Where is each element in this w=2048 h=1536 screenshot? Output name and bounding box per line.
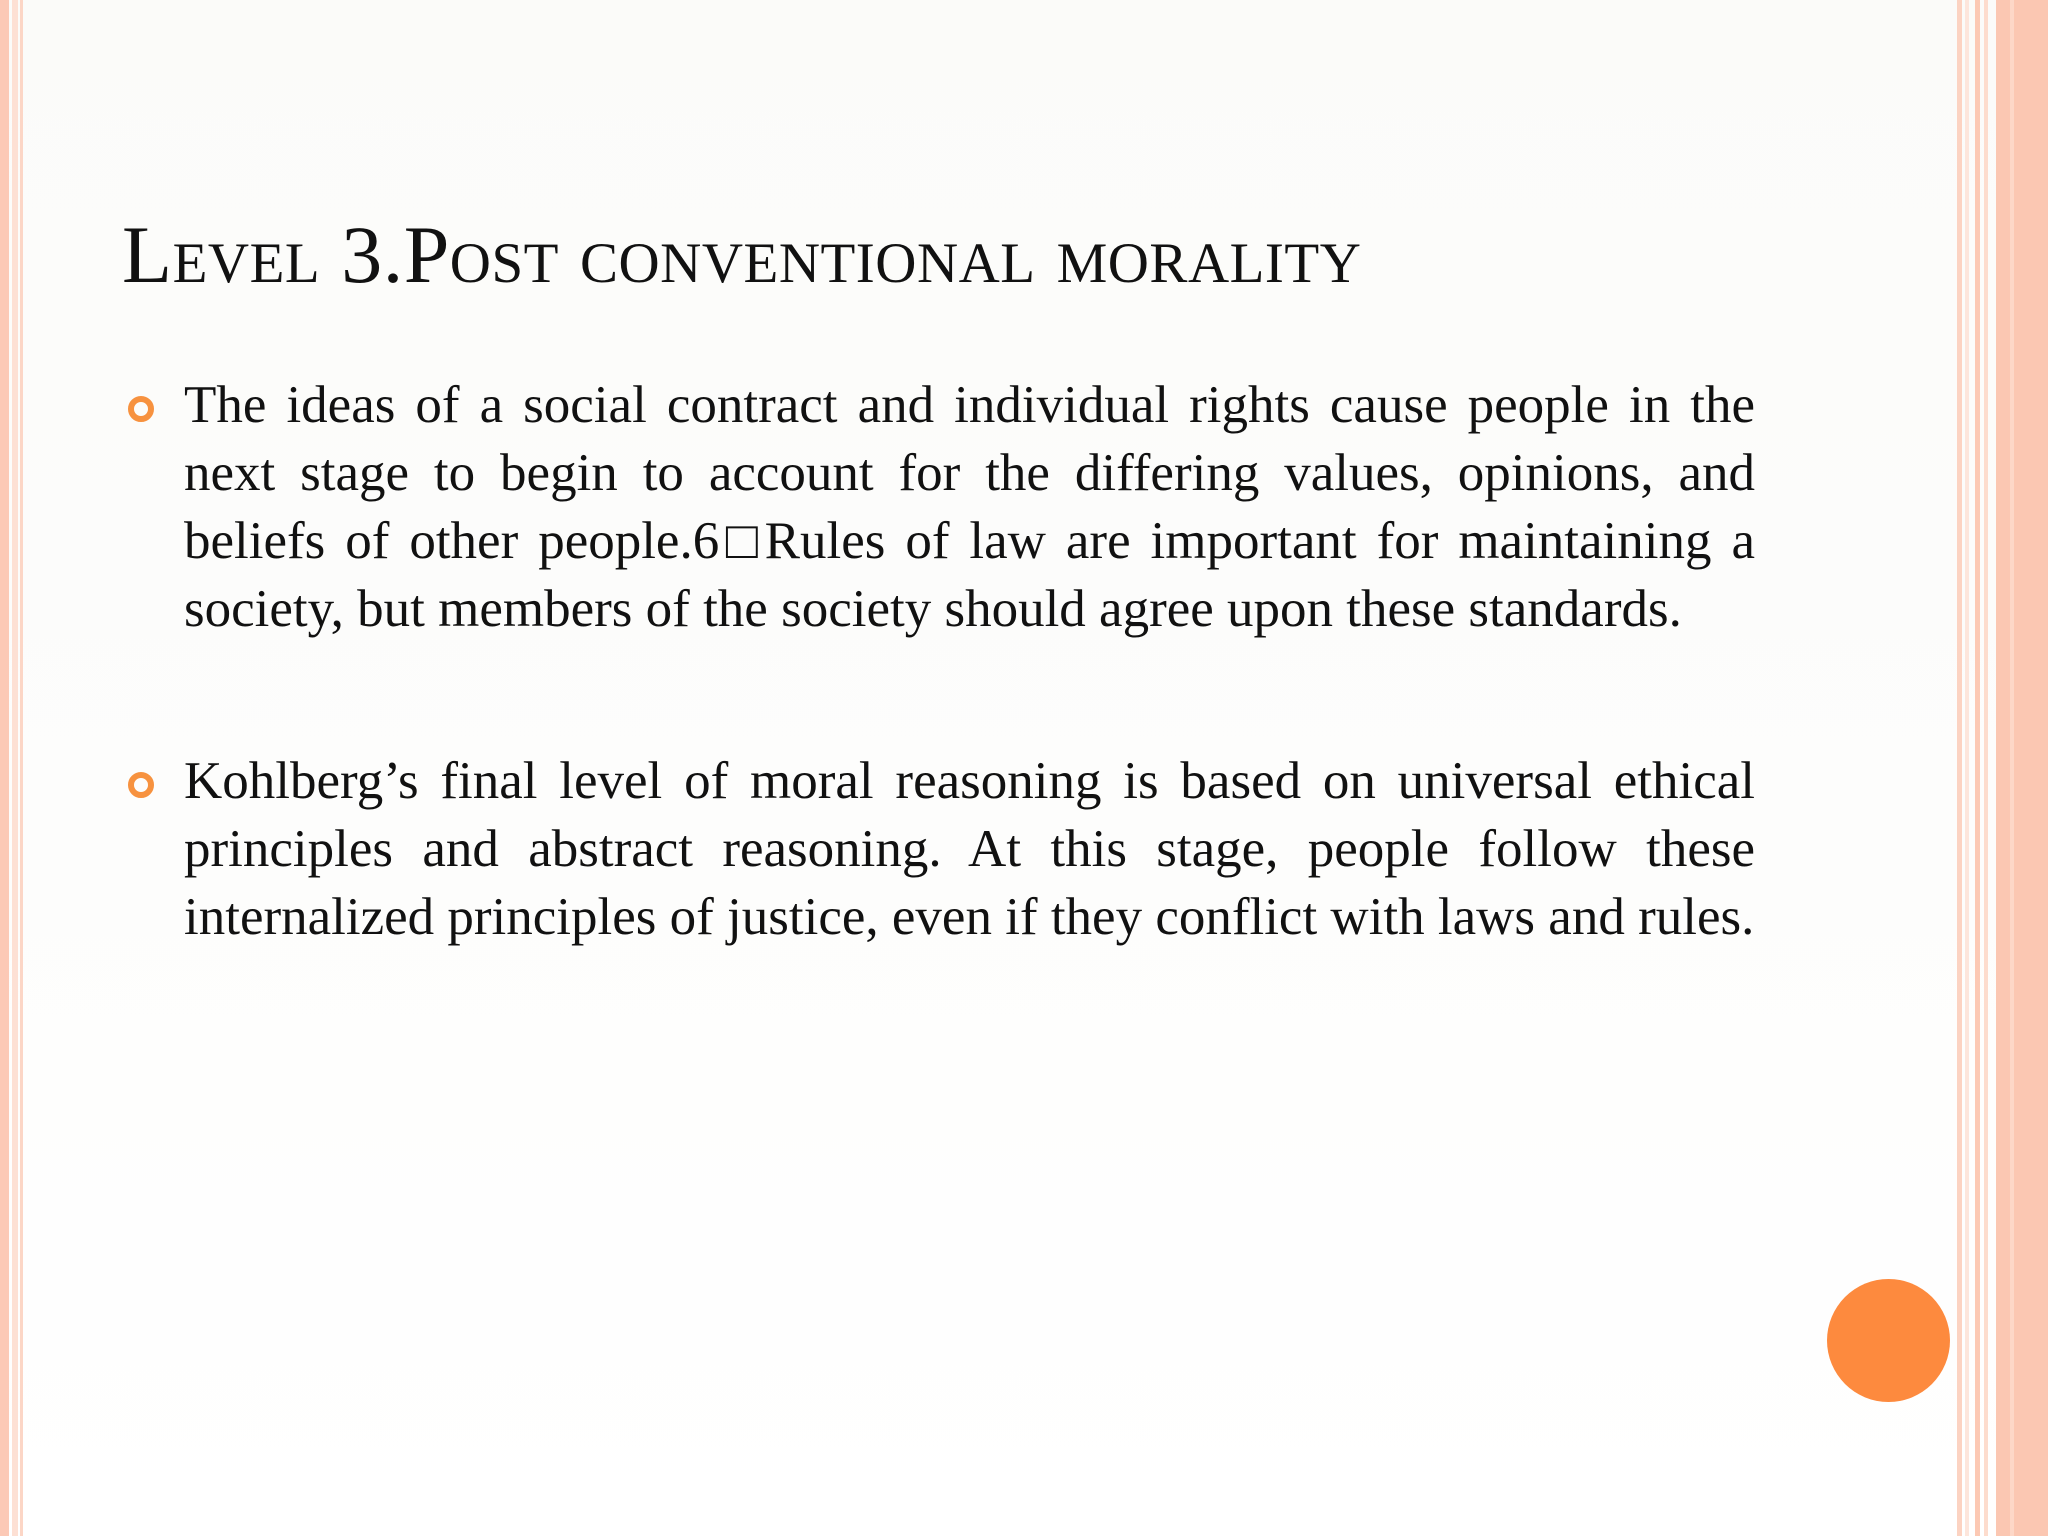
right-border-stripe	[1965, 0, 1969, 1536]
ring-bullet-icon	[128, 772, 154, 798]
left-border-stripe	[0, 0, 9, 1536]
decorative-circle-icon	[1827, 1279, 1950, 1402]
bullet-item	[122, 747, 1755, 951]
bullet-list	[122, 371, 1755, 951]
right-border-stripe	[1957, 0, 1962, 1536]
right-border-band	[1996, 0, 2048, 1536]
bullet-text: Kohlberg’s final level of moral reasoning is based on universal ethical principles and abstract reasoning. At this stage, people follow these internalized principles of justice, even if they conflict with laws and rules.	[184, 752, 1755, 946]
right-border-stripe	[1975, 0, 1980, 1536]
ring-bullet-icon	[128, 396, 154, 422]
bullet-item	[122, 371, 1755, 643]
right-border-stripe	[1984, 0, 1988, 1536]
left-border-stripe	[12, 0, 18, 1536]
left-border-stripe	[20, 0, 23, 1536]
bullet-text: The ideas of a social contract and individual rights cause people in the next stage to begin to account for the differing values, opinions, and beliefs of other people.6□Rules of law are important for maintaining a society, but members of the society should agree upon these standards.	[184, 376, 1755, 638]
slide-title: Level 3.Post conventional morality	[122, 209, 1362, 300]
right-border-stripe	[2010, 0, 2014, 1536]
